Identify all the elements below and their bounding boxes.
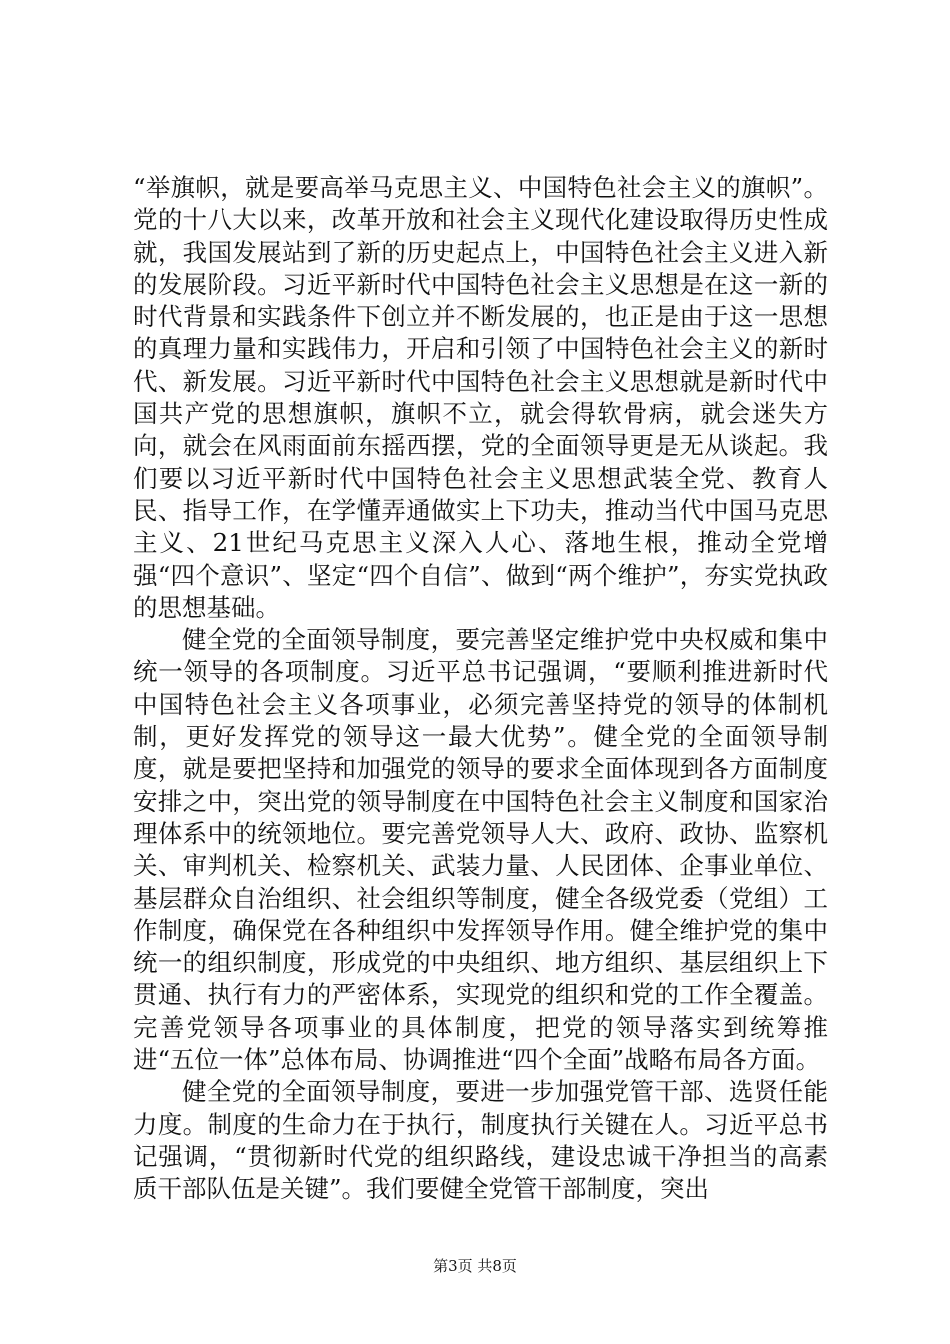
document-body (133, 172, 828, 1206)
paragraph-1: “举旗帜，就是要高举马克思主义、中国特色社会主义的旗帜”。党的十八大以来，改革开放和社会主义现代化建设取得历史性成就，我国发展站到了新的历史起点上，中国特色社会主义进入新的发展阶段。习近平新时代中国特色社会主义思想是在这一新的时代背景和实践条件下创立并不断发展的，也正是由于这一思想的真理力量和实践伟力，开启和引领了中国特色社会主义的新时代、新发展。习近平新时代中国特色社会主义思想就是新时代中国共产党的思想旗帜，旗帜不立，就会得软骨病，就会迷失方向，就会在风雨面前东摇西摆，党的全面领导更是无从谈起。我们要以习近平新时代中国特色社会主义思想武装全党、教育人民、指导工作，在学懂弄通做实上下功夫，推动当代中国马克思主义、21世纪马克思主义深入人心、落地生根，推动全党增强“四个意识”、坚定“四个自信”、做到“两个维护”，夯实党执政的思想基础。 (133, 173, 828, 622)
paragraph-3: 健全党的全面领导制度，要进一步加强党管干部、选贤任能力度。制度的生命力在于执行，制度执行关键在人。习近平总书记强调，“贯彻新时代党的组织路线，建设忠诚干净担当的高素质干部队伍是关键”。我们要健全党管干部制度，突出 (133, 1077, 828, 1204)
page-number-footer: 第3页 共8页 (433, 1257, 517, 1275)
paragraph-2: 健全党的全面领导制度，要完善坚定维护党中央权威和集中统一领导的各项制度。习近平总书记强调，“要顺利推进新时代中国特色社会主义各项事业，必须完善坚持党的领导的体制机制，更好发挥党的领导这一最大优势”。健全党的全面领导制度，就是要把坚持和加强党的领导的要求全面体现到各方面制度安排之中，突出党的领导制度在中国特色社会主义制度和国家治理体系中的统领地位。要完善党领导人大、政府、政协、监察机关、审判机关、检察机关、武装力量、人民团体、企事业单位、基层群众自治组织、社会组织等制度，健全各级党委（党组）工作制度，确保党在各种组织中发挥领导作用。健全维护党的集中统一的组织制度，形成党的中央组织、地方组织、基层组织上下贯通、执行有力的严密体系，实现党的组织和党的工作全覆盖。完善党领导各项事业的具体制度，把党的领导落实到统筹推进“五位一体”总体布局、协调推进“四个全面”战略布局各方面。 (133, 625, 828, 1075)
